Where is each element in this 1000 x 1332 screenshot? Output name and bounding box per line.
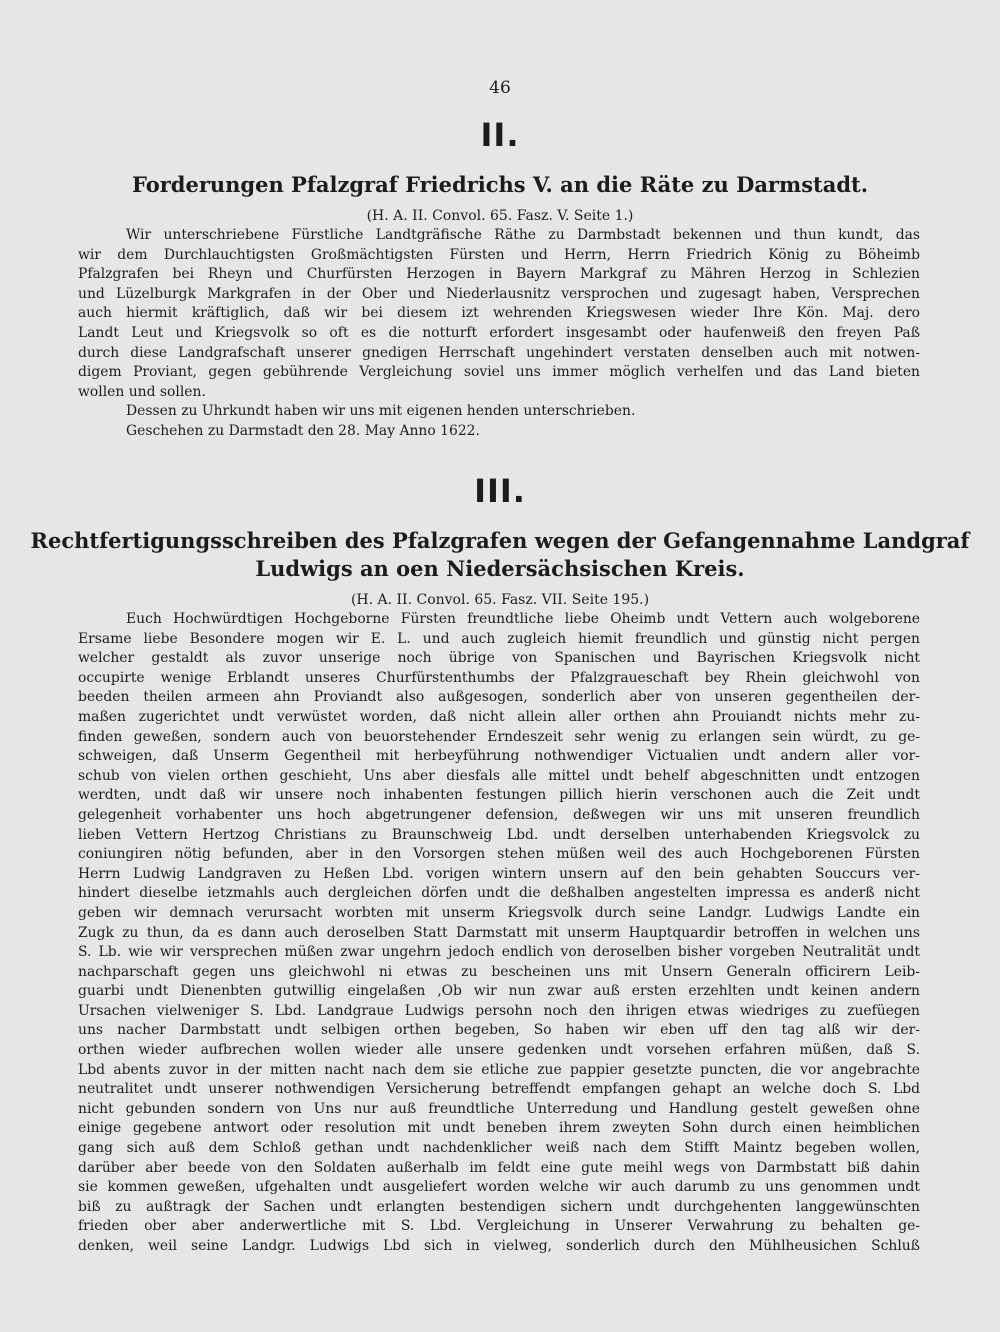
text-line: biß zu außtragk der Sachen undt erlangten bestendigen sichern undt durchgehenten langgewünschten (78, 1198, 920, 1215)
text-line: occupirte wenige Erblandt unseres Churfürstenthumbs der Pfalzgraueschaft bey Rhein gleichwohl von (78, 669, 920, 686)
section-numeral-iii: III. (474, 472, 526, 510)
section-heading-iii: Rechtfertigungsschreiben des Pfalzgrafen wegen der Gefangennahme Landgraf (30, 528, 970, 553)
text-line: orthen wieder aufbrechen wollen wieder alle unsere gedenken undt vorsehen erfahren müßen, daß S. (78, 1042, 920, 1059)
text-line: nicht gebunden sondern von Uns nur auß freundtliche Unterredung und Handlung gestelt geweßen ohne (78, 1100, 920, 1117)
text-line: Zugk zu thun, da es dann auch deroselben Statt Darmstatt mit unserm Hauptquardir betroffen in welchen uns (78, 924, 920, 941)
text-line: lieben Vettern Hertzog Christians zu Braunschweig Lbd. undt derselben unterhabenden Kriegsvolck zu (78, 826, 920, 843)
text-line: einige gegebene antwort oder resolution mit undt beneben ihrem zweyten Sohn durch einen heimblichen (78, 1120, 920, 1137)
text-line: digem Proviant, gegen gebührende Vergleichung soviel uns immer möglich verhelfen und das Land bieten (78, 364, 920, 381)
text-line: Landt Leut und Kriegsvolk so oft es die notturft erfordert insgesambt oder haufenweiß den freyen Paß (78, 324, 920, 341)
text-line: nachparschaft gegen uns gleichwohl ni etwas zu bescheinen uns mit Unsern Generaln officirern Leib- (78, 963, 920, 980)
text-line: guarbi undt Dienenbten gutwillig eingelaßen ,Ob wir nun zwar auß ersten erzehlten undt keinen andern (78, 983, 920, 1000)
text-line: S. Lb. wie wir versprechen müßen zwar ungehrn jedoch endlich von deroselben bisher vorgeben Neutralität undt (78, 944, 920, 961)
text-line: wir dem Durchlauchtigsten Großmächtigsten Fürsten und Herrn, Herrn Friedrich König zu Böheimb (78, 246, 920, 263)
text-line: durch diese Landgrafschaft unserer gnedigen Herrschaft ungehindert verstaten denselben auch mit notwen- (78, 344, 920, 361)
text-line: schweigen, daß Unserm Gegentheil mit herbeyführung nothwendiger Victualien undt andern aller vor- (78, 748, 920, 765)
section-heading-iii-line2: Ludwigs an oen Niedersächsischen Kreis. (255, 556, 745, 581)
page-number: 46 (489, 78, 511, 98)
text-line: gelegenheit vorhabenter uns hoch abgetrungener defension, deßwegen wir uns mit unseren freundlich (78, 806, 920, 823)
section-numeral-ii: II. (480, 116, 520, 154)
text-line: geben wir demnach verursacht worbten mit unserm Kriegsvolk durch seine Landgr. Ludwigs Landte ein (78, 904, 920, 921)
text-line: werdten, undt daß wir unsere noch inhabenten festungen pillich hierin verschonen auch die Zeit undt (78, 787, 920, 804)
section-heading-ii: Forderungen Pfalzgraf Friedrichs V. an die Räte zu Darmstadt. (131, 172, 869, 197)
text-line: Wir unterschriebene Fürstliche Landtgräfische Räthe zu Darmbstadt bekennen und thun kundt, das (126, 227, 920, 243)
source-reference-ii: (H. A. II. Convol. 65. Fasz. V. Seite 1.) (366, 208, 634, 224)
body-text-ii (78, 226, 920, 442)
text-line: sie kommen geweßen, ufgehalten undt ausgeliefert worden welche wir auch darumb zu uns genommen undt (78, 1179, 920, 1196)
text-line: neutralitet undt unserer nothwendigen Versicherung betreffendt empfangen gehapt an welche doch S. Lbd (78, 1081, 920, 1098)
text-line: maßen zugerichtet undt verwüstet worden, daß nicht allein aller orthen ahn Prouiandt nichts mehr zu- (78, 708, 920, 725)
text-line: und Lüzelburgk Markgrafen in der Ober und Niederlausnitz versprochen und zugesagt haben, Versprechen (78, 285, 920, 302)
text-line: uns nacher Darmbstatt undt selbigen orthen begeben, So haben wir eben uff den tag alß wir der- (78, 1022, 920, 1039)
text-line: hindert dieselbe ietzmahls auch dergleichen dörfen undt die deßhalben angestelten impressa es anderß nicht (78, 885, 920, 902)
body-text-iii (78, 610, 920, 1257)
text-line: Ursachen vielweniger S. Lbd. Landgraue Ludwigs persohn noch den ihrigen etwas wiedriges zu zuefüegen (78, 1002, 920, 1019)
closing-line: Geschehen zu Darmstadt den 28. May Anno 1622. (126, 422, 480, 439)
text-line: gang sich auß dem Schloß gethan undt nachdenklicher weiß nach dem Stifft Maintz begeben wollen, (78, 1140, 920, 1157)
source-reference-iii: (H. A. II. Convol. 65. Fasz. VII. Seite 195.) (350, 592, 650, 608)
text-line: frieden ober aber anderwertliche mit S. Lbd. Vergleichung in Unserer Verwahrung zu behalten ge- (78, 1218, 920, 1235)
text-line: wollen und sollen. (78, 383, 206, 400)
text-line: coniungiren nötig befunden, aber in den Vorsorgen stehen müßen weil des auch Hochgeborenen Fürsten (78, 846, 920, 863)
text-line: Herrn Ludwig Landgraven zu Heßen Lbd. vorigen wintern unsern auf den bein gehabten Souccurs ver- (78, 865, 920, 882)
text-line: Euch Hochwürdtigen Hochgeborne Fürsten freundtliche liebe Oheimb undt Vettern auch wolgeborene (126, 611, 920, 627)
text-line: denken, weil seine Landgr. Ludwigs Lbd sich in vielweg, sonderlich durch den Mühlheusichen Schluß (78, 1238, 920, 1254)
text-line: welcher gestaldt als zuvor unserige noch übrige von Spanischen und Bayrischen Kriegsvolk nicht (78, 650, 920, 667)
text-line: auch hiermit kräftiglich, daß wir bei diesem izt wehrenden Kriegswesen wieder Ihre Kön. Maj. dero (78, 305, 920, 322)
closing-line: Dessen zu Uhrkundt haben wir uns mit eigenen henden unterschrieben. (126, 403, 636, 420)
text-line: finden geweßen, sondern auch von beuorstehender Erndeszeit sehr wenig zu erlangen sein würdt, zu ge- (78, 728, 920, 745)
text-line: schub von vielen orthen geschieht, Uns aber diesfals alle mittel undt behelf abgeschnitten undt entzogen (78, 767, 920, 784)
text-line: darüber aber beede von den Soldaten außerhalb im feldt eine gute meihl wegs von Darmbstatt biß dahin (78, 1159, 920, 1176)
text-line: Lbd abents zuvor in der mitten nacht nach dem sie etliche zue pappier gesetzte puncten, die vor angebrachte (78, 1061, 920, 1078)
text-line: beeden theilen armeen ahn Proviandt also außgesogen, sonderlich aber von unseren gegentheilen der- (78, 689, 920, 706)
text-line: Pfalzgrafen bei Rheyn und Churfürsten Herzogen in Bayern Markgraf zu Mähren Herzog in Schlezien (78, 266, 920, 283)
text-line: Ersame liebe Besondere mogen wir E. L. und auch zugleich hiemit freundlich und günstig nicht pergen (78, 630, 920, 647)
